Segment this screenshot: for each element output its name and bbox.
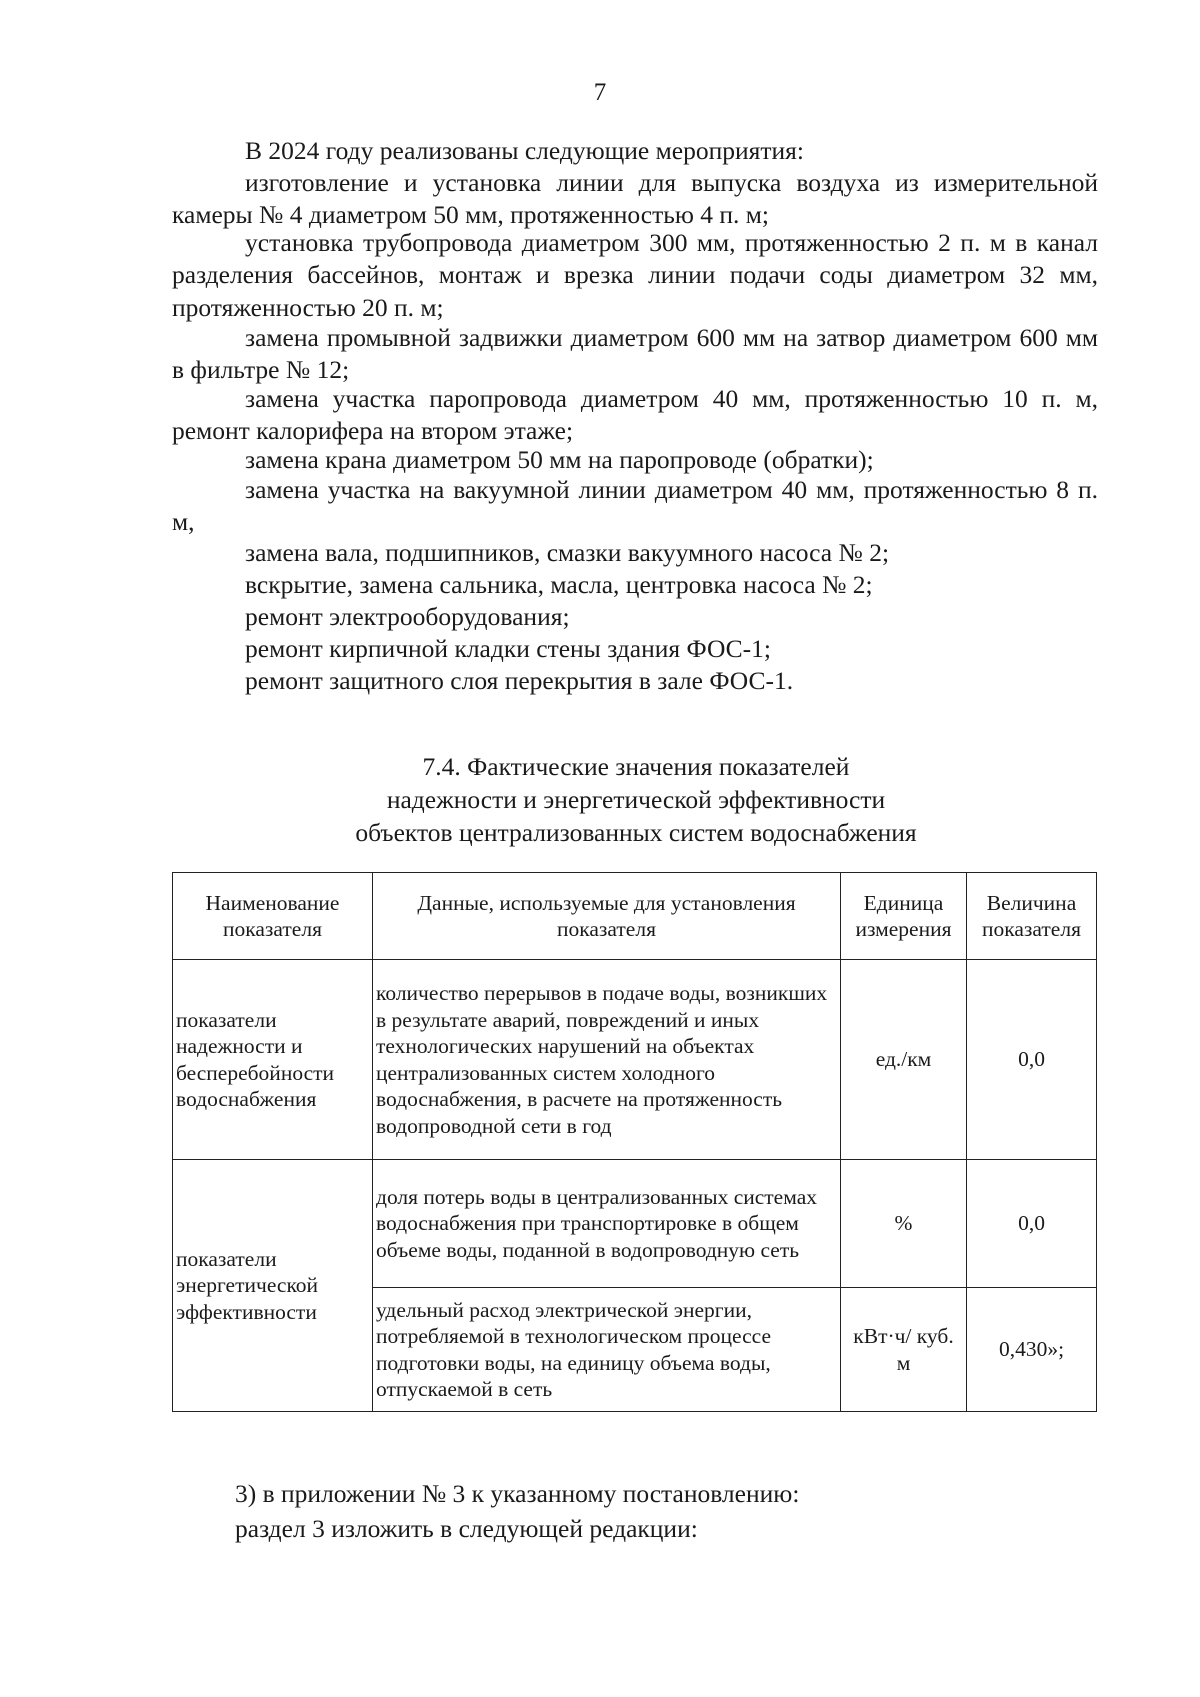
page-number: 7 — [593, 79, 607, 106]
intro-item — [172, 167, 1098, 232]
section-title-line: объектов централизованных систем водоснабжения — [355, 818, 917, 847]
section-title-line: надежности и энергетической эффективности — [386, 785, 886, 814]
header-data: Данные, используемые для установления показателя — [373, 873, 841, 960]
closing-line: 3) в приложении № 3 к указанному постановлению: — [235, 1479, 800, 1508]
intro-item — [172, 444, 1098, 476]
intro-item — [172, 322, 1098, 387]
cell-value: 0,0 — [967, 1160, 1097, 1288]
intro-item-text: установка трубопровода диаметром 300 мм, протяженностью 2 п. м в канал разделения бассейнов, монтаж и врезка линии подачи соды диаметром 32 мм, протяженностью 20 п. м; — [172, 228, 1098, 322]
intro-lead-text: В 2024 году реализованы следующие мероприятия: — [245, 136, 804, 165]
intro-item — [172, 227, 1098, 324]
intro-item-text: замена участка паропровода диаметром 40 мм, протяженностью 10 п. м, ремонт калорифера на втором этаже; — [172, 384, 1098, 446]
intro-item — [172, 633, 1098, 665]
intro-item-text: замена вала, подшипников, смазки вакуумного насоса № 2; — [245, 538, 890, 567]
intro-item — [172, 383, 1098, 448]
header-unit: Единица измерения — [841, 873, 967, 960]
cell-unit: кВт·ч/ куб. м — [841, 1288, 967, 1412]
header-value: Величина показателя — [967, 873, 1097, 960]
cell-unit: % — [841, 1160, 967, 1288]
cell-unit: ед./км — [841, 960, 967, 1160]
indicators-table — [172, 872, 1097, 1412]
intro-item-text: замена участка на вакуумной линии диаметром 40 мм, протяженностью 8 п. м, — [172, 475, 1098, 537]
table-row — [173, 960, 1097, 1160]
intro-item-text: изготовление и установка линии для выпуска воздуха из измерительной камеры № 4 диаметром 50 мм, протяженностью 4 п. м; — [172, 168, 1098, 230]
cell-data: количество перерывов в подаче воды, возникших в результате аварий, повреждений и иных технологических нарушений на объектах централизованных систем холодного водоснабжения, в расчете на протяженность водопроводной сети в год — [373, 960, 841, 1160]
table-row — [173, 1160, 1097, 1288]
section-title — [160, 750, 1112, 849]
intro-item-text: ремонт электрооборудования; — [245, 602, 570, 631]
intro-item-text: ремонт кирпичной кладки стены здания ФОС-1; — [245, 634, 772, 663]
intro-item — [172, 601, 1098, 633]
cell-value: 0,430»; — [967, 1288, 1097, 1412]
header-name: Наименование показателя — [173, 873, 373, 960]
intro-item — [172, 665, 1098, 697]
intro-lead — [172, 135, 1098, 167]
intro-item — [172, 474, 1098, 539]
intro-item-text: замена крана диаметром 50 мм на паропроводе (обратки); — [245, 445, 874, 474]
cell-name: показатели энергетической эффективности — [173, 1160, 373, 1412]
closing-text — [235, 1476, 1095, 1546]
intro-item-text: вскрытие, замена сальника, масла, центровка насоса № 2; — [245, 570, 873, 599]
intro-item — [172, 569, 1098, 601]
cell-name: показатели надежности и бесперебойности водоснабжения — [173, 960, 373, 1160]
section-title-line: 7.4. Фактические значения показателей — [422, 752, 850, 781]
intro-item-text: ремонт защитного слоя перекрытия в зале ФОС-1. — [245, 666, 794, 695]
intro-item — [172, 537, 1098, 569]
cell-data: удельный расход электрической энергии, потребляемой в технологическом процессе подготовки воды, на единицу объема воды, отпускаемой в сеть — [373, 1288, 841, 1412]
table-header-row — [173, 873, 1097, 960]
intro-item-text: замена промывной задвижки диаметром 600 мм на затвор диаметром 600 мм в фильтре № 12; — [172, 323, 1098, 385]
closing-line: раздел 3 изложить в следующей редакции: — [235, 1514, 698, 1543]
cell-value: 0,0 — [967, 960, 1097, 1160]
cell-data: доля потерь воды в централизованных системах водоснабжения при транспортировке в общем объеме воды, поданной в водопроводную сеть — [373, 1160, 841, 1288]
